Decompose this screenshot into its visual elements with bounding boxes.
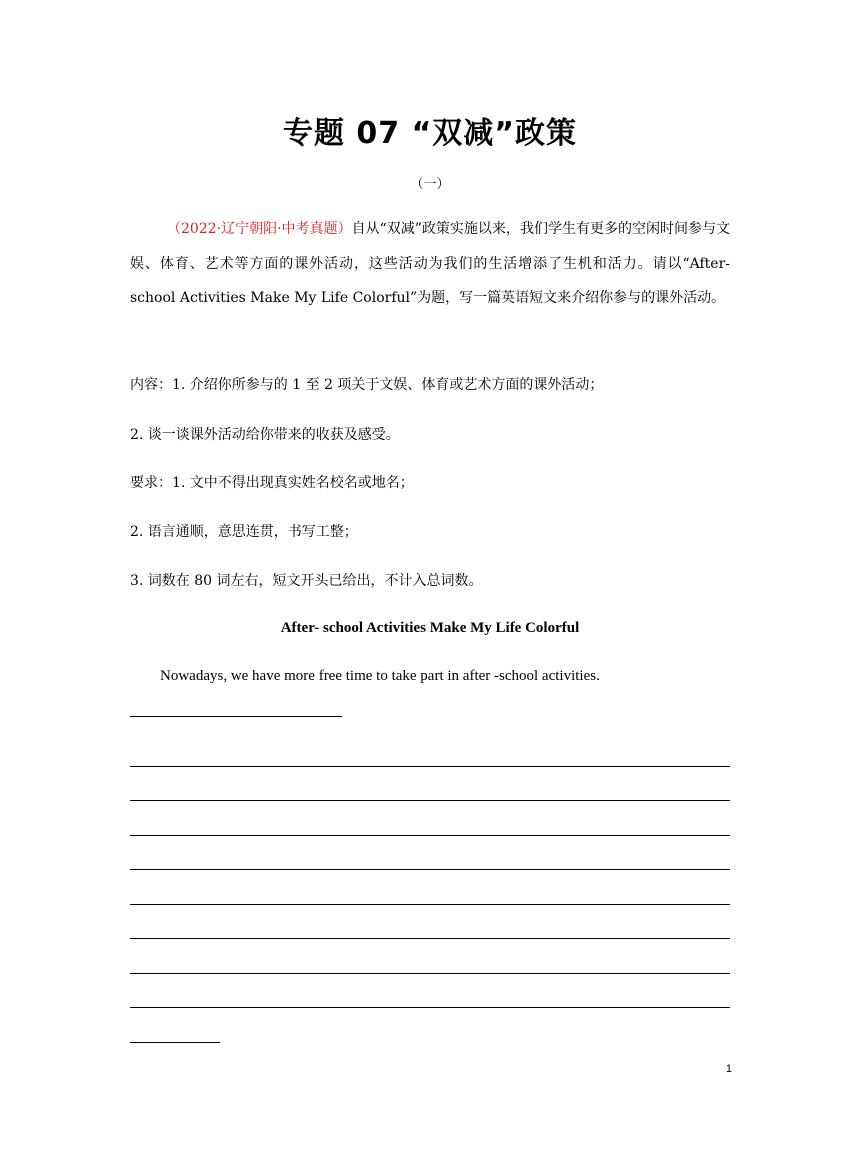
intro-text: 自从“双减”政策实施以来，我们学生有更多的空闲时间参与文娱、体育、艺术等方面的课外活动，这些活动为我们的生活增添了生机和活力。请以“After-school Activities Make My Life Colorful”为题，写一篇英语短文来介绍你参与的课外活动。 xyxy=(130,221,730,306)
answer-line xyxy=(130,869,730,870)
answer-line xyxy=(130,904,730,905)
page-title: 专题 07 “双减”政策 xyxy=(282,116,578,151)
essay-opening-sentence: Nowadays, we have more free time to take part in after -school activities. xyxy=(160,668,600,684)
answer-line xyxy=(130,1042,220,1043)
requirement-item-2: 2. 语言通顺，意思连贯，书写工整； xyxy=(130,524,358,540)
content-item-2: 2. 谈一谈课外活动给你带来的收获及感受。 xyxy=(130,427,400,443)
section-label: （一） xyxy=(410,177,450,192)
answer-line xyxy=(130,716,342,717)
answer-line xyxy=(130,835,730,836)
requirement-item-1: 要求：1. 文中不得出现真实姓名校名或地名； xyxy=(130,475,414,491)
requirement-item-3: 3. 词数在 80 词左右，短文开头已给出，不计入总词数。 xyxy=(130,573,483,589)
answer-line xyxy=(130,1007,730,1008)
essay-title: After- school Activities Make My Life Colorful xyxy=(280,620,580,636)
answer-line xyxy=(130,800,730,801)
page-number: 1 xyxy=(725,1063,732,1075)
answer-line xyxy=(130,973,730,974)
answer-line xyxy=(130,766,730,767)
source-citation: （2022·辽宁朝阳·中考真题） xyxy=(167,221,352,237)
answer-line xyxy=(130,938,730,939)
content-item-1: 内容：1. 介绍你所参与的 1 至 2 项关于文娱、体育或艺术方面的课外活动； xyxy=(130,377,604,393)
intro-paragraph xyxy=(130,212,730,316)
